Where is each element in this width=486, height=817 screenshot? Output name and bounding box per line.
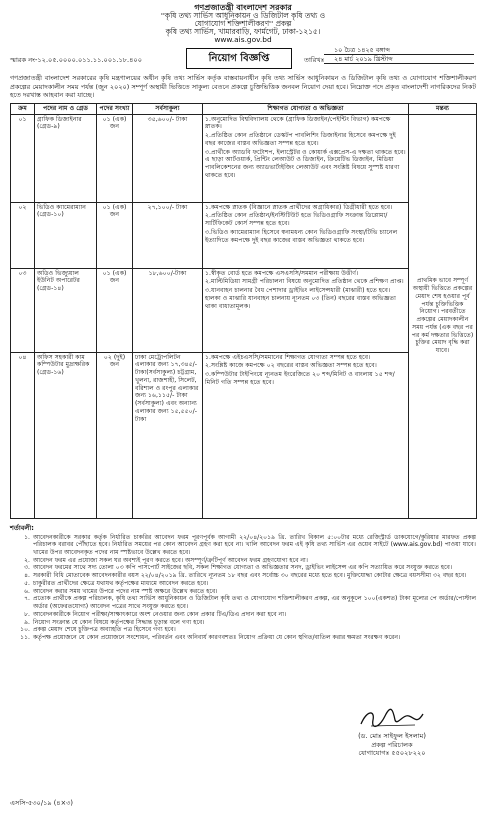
cell-post: অফিস সহকারী কাম কম্পিউটার মুদ্রাক্ষরিক (গ্রেড-১৬) — [35, 352, 97, 518]
condition-text: প্রত্যেক প্রার্থীকে প্রকল্প পরিচালক, কৃষি তথ্য সার্ভিস আধুনিকায়ন ও ডিজিটাল কৃষি তথ্য ও যোগাযোগ শক্তিশালীকরণ প্রকল্প, এর অনুকূলে ১০০(একশত) টাকা মূল্যের পে অর্ডার/পোস্টাল অর্ডার (অফেরতযোগ্য) আবেদন পত্রের সাথে সংযুক্ত করতে হবে। — [33, 595, 476, 611]
qualification-item: ১.স্বীকৃত বোর্ড হতে কমপক্ষে এসএসসি/সমমান পরীক্ষায় উত্তীর্ণ। — [205, 269, 359, 277]
contact-phone: যোগাযোগঃ ৫৫০২৮২২০ — [358, 749, 426, 758]
cell-sl: ০১ — [11, 114, 35, 202]
qualification-item: ৩.কম্পিউটার টাইপিংয়ে ন্যূনতম ইংরেজিতে ২০ শব্দ/মিনিট ও বাংলায় ১৫ শব্দ/মিনিট গতি সম্পন্ন হতে হবে। — [205, 371, 395, 386]
header-post: পদের নাম ও গ্রেড — [35, 103, 97, 114]
project-name-line1: ''কৃষি তথ্য সার্ভিস আধুনিকায়ন ও ডিজিটাল কৃষি তথ্য ও — [160, 11, 326, 21]
conditions-title: শর্তাবলী: — [10, 523, 34, 532]
date-label: তারিখঃ — [304, 56, 325, 65]
header-remarks: মন্তব্য — [409, 103, 477, 114]
condition-text: আবেদনকারীকে সরকার কর্তৃক নির্ধারিত চাকরির আবেদন ফরম পূরণপূর্বক আগামী ২২/০৪/২০১৯ খ্রি. তারিখ বিকাল ৫:০০টার মধ্যে রেজিস্ট্রার্ড ডাকযোগে/কুরিয়ার মারফত প্রকল্প পরিচালক বরাবর পৌঁছাতে হবে। নির্ধারিত সময়ের পর কোন আবেদন গ্রহণ করা হবে না। খালি আবেদন ফরম এই কৃষি তথ্য সার্ভিস এর ওয়েব সাইটে (www.ais.gov.bd) পাওয়া যাবে। খামের উপর আবেদনকৃত পদের নাম স্পষ্টভাবে উল্লেখ করতে হবে। — [33, 533, 476, 556]
list-item — [10, 626, 476, 634]
conditions-list — [10, 534, 476, 642]
condition-text: চাকুরীরত প্রার্থীদের ক্ষেত্রে যথাযথ কর্তৃপক্ষের মাধ্যমে আবেদন করতে হবে। — [33, 579, 209, 587]
date-bangla: ১০ চৈত্র ১৪২৫ বঙ্গাব্দ — [324, 46, 474, 55]
list-item — [10, 534, 476, 557]
project-name-line2: যোগাযোগ শক্তিশালীকরণ'' প্রকল্প — [194, 19, 292, 29]
condition-text: আবেদন ফরমের সাথে সদ্য তোলা ০৩ কপি পাসপোর্ট সাইজের ছবি, সকল শিক্ষাগত যোগ্যতা ও অভিজ্ঞতার সনদ, ড্রাইভিং লাইসেন্স এর কপি সত্যায়িত করে সংযুক্ত করতে হবে। — [33, 564, 453, 572]
header-sl: ক্রম — [11, 103, 35, 114]
cell-count: ০১ (এক) জন — [97, 202, 133, 268]
condition-number: ১০. — [20, 626, 30, 634]
cell-post: ভিডিও ক্যামেরাম্যান (গ্রেড-১০) — [35, 202, 97, 268]
table-row — [11, 114, 477, 202]
condition-text: আবেদন ফরম এর প্রযোজ্য সকল ঘর অবশ্যই পূরণ করতে হবে। অসম্পূর্ণ/ত্রুটিপূর্ণ আবেদন ফরম গ্রহণযোগ্য হবে না। — [33, 556, 308, 564]
signatory-name: (ড. মোঃ সাইফুল ইসলাম) — [358, 732, 426, 740]
list-item — [10, 634, 476, 642]
qualification-item: ২.মাল্টিমিডিয়া সামগ্রী পরিচালনা বিষয়ে অনুমোদিত প্রতিষ্ঠান থেকে প্রশিক্ষণ প্রাপ্ত। — [205, 278, 404, 286]
condition-text: নিয়োগ সংক্রান্ত যে কোন বিষয়ে কর্তৃপক্ষের সিদ্ধান্ত চূড়ান্ত বলে গণ্য হবে। — [33, 618, 205, 626]
cell-salary: ঢাকা মেট্রোপলিটন এলাকার জন্য ১৭,৩৪৫/- টাকা(সর্বসাকুল্য) চট্টগ্রাম, খুলনা, রাজশাহী, সিলেট, বরিশাল ও রংপুর এলাকার জন্য ১৬,১১৫/- টাকা (সর্বসাকুল্য) এবং অন্যান্য এলাকার জন্য ১৫,৫৫০/- টাকা — [133, 352, 203, 518]
cell-qualification — [203, 202, 409, 268]
condition-text: সরকারী বিধি মোতাবেক আবেদনকারীর বয়স ২২/০৪/২০১৯ খ্রি. তারিখে ন্যূনতম ১৮ বছর এবং সর্বোচ্চ ৩০ বছরের মধ্যে হতে হবে। মুক্তিযোদ্ধা কোটার ক্ষেত্রে বয়সসীমা ৩২ বছর হবে। — [33, 572, 467, 580]
cell-remarks: প্রাথমিক ভাবে সম্পূর্ণ অস্থায়ী ভিত্তিতে প্রকল্পের মেয়াদ শেষ হওয়ার পূর্ব পর্যন্ত চুক্তিভিত্তিক নিয়োগ। পরবর্তীতে প্রকল্পের মেয়াদকালীন সময় পর্যন্ত (এক বছর পর পর কর্ম দক্ষতার ভিত্তিতে) চুক্তির মেয়াদ বৃদ্ধি করা যাবে। — [409, 114, 477, 518]
qualification-item: ২.সংশ্লিষ্ট কাজে কমপক্ষে ০২ বছরের বাস্তব অভিজ্ঞতা সম্পন্ন হতে হবে। — [205, 362, 377, 370]
signature-block — [322, 706, 462, 758]
website: www.ais.gov.bd — [214, 34, 272, 44]
cell-post: অডিও ভিজ্যুয়াল ইউনিট অপারেটর (গ্রেড-১৪) — [35, 268, 97, 352]
condition-number: ২. — [24, 556, 30, 564]
condition-text: কর্তৃপক্ষ প্রয়োজনে যে কোন প্রয়োজনে সংশোধন, পরিবর্তন এবং অনিবার্য কারণবশতঃ নিয়োগ প্রক্রিয়া যে কোন স্থগিত/বাতিল করার ক্ষমতা সংরক্ষণ করেন। — [33, 634, 401, 642]
condition-number: ৫. — [24, 579, 30, 587]
qualification-item: ২.প্রতিষ্ঠিত কোন প্রতিষ্ঠানে ডেস্কটপ পাবলিশিং ডিজাইনার হিসেবে কমপক্ষে দুই বছর কাজের বাস্তব অভিজ্ঞতা সম্পন্ন হতে হবে। — [205, 132, 396, 147]
qualification-item: ২.প্রতিষ্ঠিত কোন প্রতিষ্ঠান/ইনস্টিটিউট হতে ভিডিওগ্রাফি সংক্রান্ত ডিপ্লোমা/সার্টিফিকেট কোর্স সম্পন্ন হতে হবে। — [205, 212, 388, 228]
cell-salary: ৩৫,৬০০/- টাকা — [133, 114, 203, 202]
cell-count: ০১ (এক) জন — [97, 114, 133, 202]
header-salary: সর্বসাকুল্য — [133, 103, 203, 114]
cell-qualification — [203, 352, 409, 518]
condition-number: ৪. — [24, 572, 30, 580]
cell-count: ০২ (দুই) জন — [97, 352, 133, 518]
cell-salary: ২৭,১০০/- টাকা — [133, 202, 203, 268]
qualification-item: ৩.ভিডিও ক্যামেরাম্যান হিসেবে স্বনামধন্য কোন ভিডিওগ্রাফি সংস্থা/টিভি চ্যানেল ইত্যাদিতে কমপক্ষে দুই বছর কাজের বাস্তব অভিজ্ঞতা থাকতে হবে। — [205, 228, 398, 244]
intro-paragraph: গণপ্রজাতন্ত্রী বাংলাদেশ সরকারের কৃষি মন্ত্রণালয়ের অধীন কৃষি তথ্য সার্ভিস কর্তৃক বাস্তবায়নাধীন কৃষি তথ্য সার্ভিস আধুনিকায়ন ও ডিজিটাল কৃষি তথ্য ও যোগাযোগ শক্তিশালীকরণ প্রকল্পের মেয়াদকালীন সময় পর্যন্ত (জুন ২০২০) সম্পূর্ণ অস্থায়ী ভিত্তিতে সাকুল্য বেতনে প্রকল্পে চুক্তিভিত্তিক জনবল নিয়োগ দেয়া হবে। নিম্নোক্ত পদে প্রকৃত বাংলাদেশী নাগরিকদের নিকট হতে দরখাস্ত আহবান করা যাচ্ছে। — [10, 74, 476, 100]
handwritten-signature — [357, 706, 427, 732]
qualification-item: ৩.যানবাহন চালনার বৈধ পেশাদার ড্রাইভিং লাইসেন্সধারী (মাঝারী) হতে হবে। হালকা ও মাঝারি যানবাহন চালনায় ন্যূনতম ০৩ (তিন) বছরের বাস্তব অভিজ্ঞতা থাকা বাধ্যতামূলক। — [205, 287, 396, 310]
header-count: পদের সংখ্যা — [97, 103, 133, 114]
condition-number: ১১. — [20, 634, 30, 642]
date-english: ২৪ মার্চ ২০১৯ খ্রিস্টাব্দ — [324, 55, 474, 64]
cell-sl: ০৩ — [11, 268, 35, 352]
govt-name: গণপ্রজাতন্ত্রী বাংলাদেশ সরকার — [194, 3, 292, 12]
condition-number: ১. — [24, 533, 30, 541]
condition-number: ৯. — [24, 618, 30, 626]
condition-text: আবেদন করার সময় খামের উপরে পদের নাম স্পষ্ট অক্ষরে উল্লেখ করতে হবে। — [33, 587, 218, 595]
qualification-item: ৩.প্রার্থীকে অ্যাডবি ফটোশপ, ইলাস্ট্রেটর ও কোয়ার্ক এক্সপ্রেস-এ দক্ষতা থাকতে হবে। এ ছাড়া আর্টওয়ার্ক, প্রিন্টিং লেআউট ও ডিজাইন, ক্রিয়েটিভ ডিজাইন, মিডিয়া পাবলিকেশনের জন্য অ্যাডভার্টাইজিং লেআউট এবং সংশ্লিষ্ট বিষয়ে সুস্পষ্ট ধারণা থাকতে হবে। — [205, 148, 406, 179]
list-item — [10, 595, 476, 610]
office-address: কৃষি তথ্য সার্ভিস, খামারবাড়ি, ফার্মগেট, ঢাকা-১২১৫। — [165, 26, 321, 36]
date-box — [324, 46, 474, 64]
condition-number: ৩. — [24, 564, 30, 572]
table-row — [11, 352, 477, 518]
qualification-item: ১.কমপক্ষে স্নাতক (বিজ্ঞানে স্নাতক প্রার্থীদের অগ্রাধিকার) ডিগ্রীধারী হতে হবে। — [205, 203, 393, 211]
list-item — [10, 611, 476, 619]
condition-number: ৭. — [24, 595, 30, 603]
cell-sl: ০২ — [11, 202, 35, 268]
condition-number: ৮. — [24, 610, 30, 618]
cell-qualification — [203, 268, 409, 352]
jobs-table — [10, 103, 477, 519]
qualification-item: ১.অনুমোদিত বিশ্ববিদ্যালয় থেকে (গ্রাফিক ডিজাইন/পেইন্টিং বিভাগ) কমপক্ষে স্নাতক। — [205, 115, 391, 131]
qualification-item: ১.কমপক্ষে এইচএসসি/সমমানের শিক্ষাগত যোগ্যতা সম্পন্ন হতে হবে। — [205, 353, 371, 361]
memo-number: স্মারক নং-১২.০৫.০০০০.০১১.১১.০০১.১৮.৪০০ — [10, 56, 142, 65]
signatory-designation: প্রকল্প পরিচালক — [371, 740, 413, 749]
letterhead — [10, 4, 476, 43]
table-row — [11, 202, 477, 268]
reference-row — [10, 46, 476, 72]
cell-salary: ১৮,৬০০/-টাকা — [133, 268, 203, 352]
condition-number: ৬. — [24, 587, 30, 595]
cell-sl: ০৪ — [11, 352, 35, 518]
cell-qualification — [203, 114, 409, 202]
list-item — [10, 619, 476, 627]
footer-code: এসসি-৫৩০/১৯ (৪×৩) — [10, 799, 73, 807]
condition-text: প্রকল্প মেয়াদ শেষে চুক্তিপত্র অব্যাহতি পত্র হিসেবে গণ্য হবে। — [33, 626, 176, 634]
table-header-row — [11, 103, 477, 114]
cell-post: গ্রাফিক ডিজাইনার (গ্রেড-৯) — [35, 114, 97, 202]
list-item — [10, 572, 476, 580]
condition-text: আবেদনকারীকে নিয়োগ পরীক্ষা/সাক্ষাৎকারে অংশ নেওয়ার জন্য কোন প্রকার টিএ/ডিএ প্রদান করা হবে না। — [33, 610, 287, 618]
cell-count: ০১ (এক) জন — [97, 268, 133, 352]
header-qualification: শিক্ষাগত যোগ্যতা ও অভিজ্ঞতা — [203, 103, 409, 114]
table-row — [11, 268, 477, 352]
page-title: নিয়োগ বিজ্ঞপ্তি — [186, 48, 292, 69]
list-item — [10, 580, 476, 588]
